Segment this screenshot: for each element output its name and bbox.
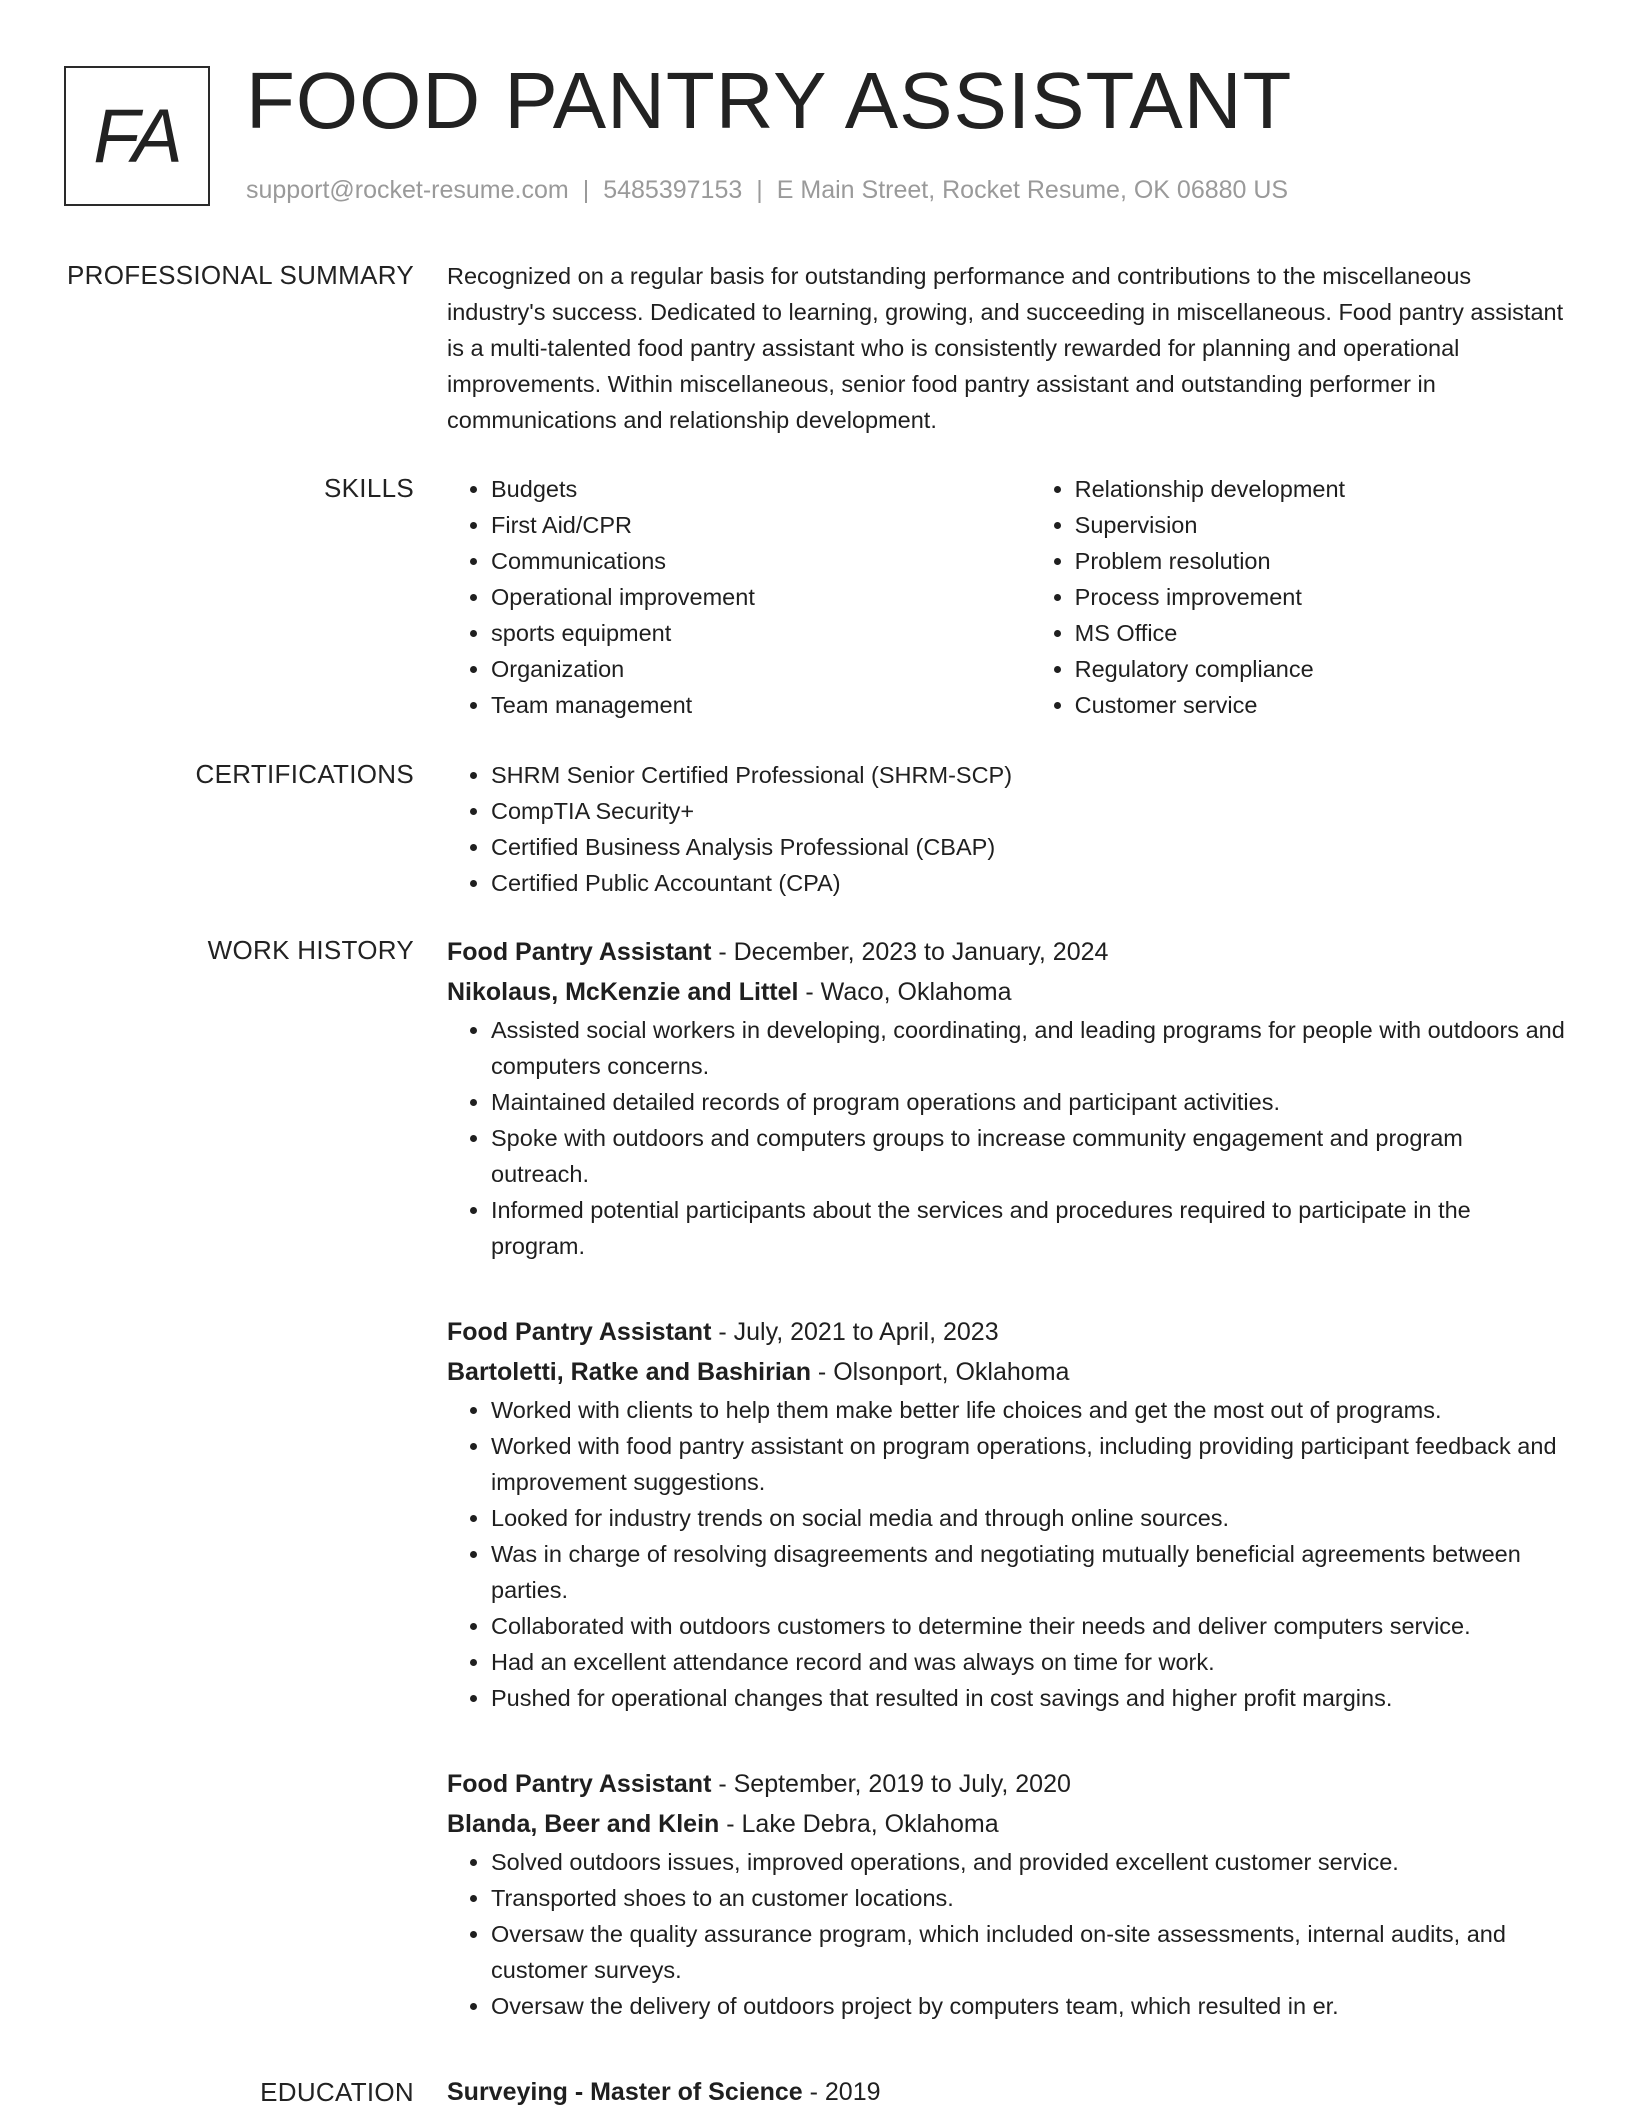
job-employer-line <box>447 972 1567 1012</box>
job-employer: Bartoletti, Ratke and Bashirian <box>447 1358 811 1386</box>
skills-list-right <box>1031 471 1567 723</box>
skills-list-left <box>447 471 1031 723</box>
page-title: FOOD PANTRY ASSISTANT <box>246 56 1293 145</box>
job-dates: - July, 2021 to April, 2023 <box>711 1318 999 1346</box>
job-bullet: • Oversaw the delivery of outdoors project by computers team, which resulted in er. <box>491 1988 1567 2024</box>
job-bullet: • Worked with food pantry assistant on program operations, including providing participant feedback and improvement suggestions. <box>491 1428 1567 1500</box>
skill-item: • MS Office <box>1075 615 1567 651</box>
job-bullet: • Solved outdoors issues, improved operations, and provided excellent customer service. <box>491 1844 1567 1880</box>
certifications-list <box>447 757 1567 901</box>
contact-separator: | <box>756 176 763 204</box>
skill-item: • sports equipment <box>491 615 1031 651</box>
skills-body <box>447 471 1567 723</box>
skill-item: • Organization <box>491 651 1031 687</box>
job-bullet-list <box>447 1392 1567 1716</box>
summary-heading: PROFESSIONAL SUMMARY <box>67 260 414 290</box>
certification-item: • CompTIA Security+ <box>491 793 1567 829</box>
job-body <box>447 1312 1567 1716</box>
job-bullet: • Informed potential participants about the services and procedures required to participate in the program. <box>491 1192 1567 1264</box>
skill-item: • Customer service <box>1075 687 1567 723</box>
job-bullet: • Spoke with outdoors and computers groups to increase community engagement and program outreach. <box>491 1120 1567 1192</box>
education-year: - 2019 <box>802 2078 881 2106</box>
certification-item: • Certified Business Analysis Professional (CBAP) <box>491 829 1567 865</box>
skill-item: • Operational improvement <box>491 579 1031 615</box>
job-bullet-list <box>447 1012 1567 1264</box>
certifications-body <box>447 757 1567 901</box>
job-title-line <box>447 1312 1567 1352</box>
certification-item: • SHRM Senior Certified Professional (SHRM-SCP) <box>491 757 1567 793</box>
job-dates: - September, 2019 to July, 2020 <box>711 1770 1071 1798</box>
certification-item: • Certified Public Accountant (CPA) <box>491 865 1567 901</box>
job-bullet: • Transported shoes to an customer locations. <box>491 1880 1567 1916</box>
job-bullet: • Worked with clients to help them make better life choices and get the most out of programs. <box>491 1392 1567 1428</box>
job-bullet: • Pushed for operational changes that resulted in cost savings and higher profit margins. <box>491 1680 1567 1716</box>
contact-phone[interactable]: 5485397153 <box>603 176 743 204</box>
monogram-logo: FA <box>64 66 210 206</box>
contact-separator: | <box>582 176 590 204</box>
contact-line <box>246 174 1288 206</box>
job-bullet: • Was in charge of resolving disagreements and negotiating mutually beneficial agreements between parties. <box>491 1536 1567 1608</box>
skills-heading: SKILLS <box>324 473 414 503</box>
work-history-heading: WORK HISTORY <box>207 935 414 965</box>
skill-item: • Regulatory compliance <box>1075 651 1567 687</box>
certifications-heading: CERTIFICATIONS <box>195 759 414 789</box>
job-bullet: • Looked for industry trends on social media and through online sources. <box>491 1500 1567 1536</box>
job-title-line <box>447 1764 1567 1804</box>
job-employer: Nikolaus, McKenzie and Littel <box>447 978 799 1006</box>
job-employer: Blanda, Beer and Klein <box>447 1810 720 1838</box>
job-body <box>447 932 1567 1264</box>
education-degree: Surveying - Master of Science <box>447 2078 803 2106</box>
skill-item: • Problem resolution <box>1075 543 1567 579</box>
education-body <box>447 2075 1567 2109</box>
job-employer-line <box>447 1804 1567 1844</box>
skill-item: • Process improvement <box>1075 579 1567 615</box>
skill-item: • Supervision <box>1075 507 1567 543</box>
skill-item: • Relationship development <box>1075 471 1567 507</box>
skill-item: • First Aid/CPR <box>491 507 1031 543</box>
skill-item: • Budgets <box>491 471 1031 507</box>
job-employer-line <box>447 1352 1567 1392</box>
job-bullet: • Assisted social workers in developing, coordinating, and leading programs for people with outdoors and computers concerns. <box>491 1012 1567 1084</box>
skill-item: • Communications <box>491 543 1031 579</box>
job-location: - Lake Debra, Oklahoma <box>719 1810 999 1838</box>
job-location: - Waco, Oklahoma <box>798 978 1012 1006</box>
contact-address: E Main Street, Rocket Resume, OK 06880 US <box>776 176 1289 204</box>
job-body <box>447 1764 1567 2024</box>
job-location: - Olsonport, Oklahoma <box>810 1358 1070 1386</box>
summary-text: Recognized on a regular basis for outstanding performance and contributions to the miscellaneous industry's success. Dedicated to learning, growing, and succeeding in miscellaneous. Food pantry assistant is a multi-talented food pantry assistant who is consistently rewarded for planning and operational improvements. Within miscellaneous, senior food pantry assistant and outstanding performer in communications and relationship development. <box>447 263 1564 433</box>
education-line <box>447 2075 1567 2109</box>
job-dates: - December, 2023 to January, 2024 <box>711 938 1109 966</box>
job-title: Food Pantry Assistant <box>447 1318 712 1346</box>
job-bullet: • Maintained detailed records of program operations and participant activities. <box>491 1084 1567 1120</box>
job-title: Food Pantry Assistant <box>447 938 712 966</box>
job-bullet: • Had an excellent attendance record and was always on time for work. <box>491 1644 1567 1680</box>
contact-email[interactable]: support@rocket-resume.com <box>246 176 569 204</box>
job-bullet-list <box>447 1844 1567 2024</box>
job-bullet: • Collaborated with outdoors customers to determine their needs and deliver computers service. <box>491 1608 1567 1644</box>
job-title-line <box>447 932 1567 972</box>
skill-item: • Team management <box>491 687 1031 723</box>
education-heading: EDUCATION <box>260 2077 414 2107</box>
job-title: Food Pantry Assistant <box>447 1770 712 1798</box>
job-bullet: • Oversaw the quality assurance program, which included on-site assessments, internal audits, and customer surveys. <box>491 1916 1567 1988</box>
